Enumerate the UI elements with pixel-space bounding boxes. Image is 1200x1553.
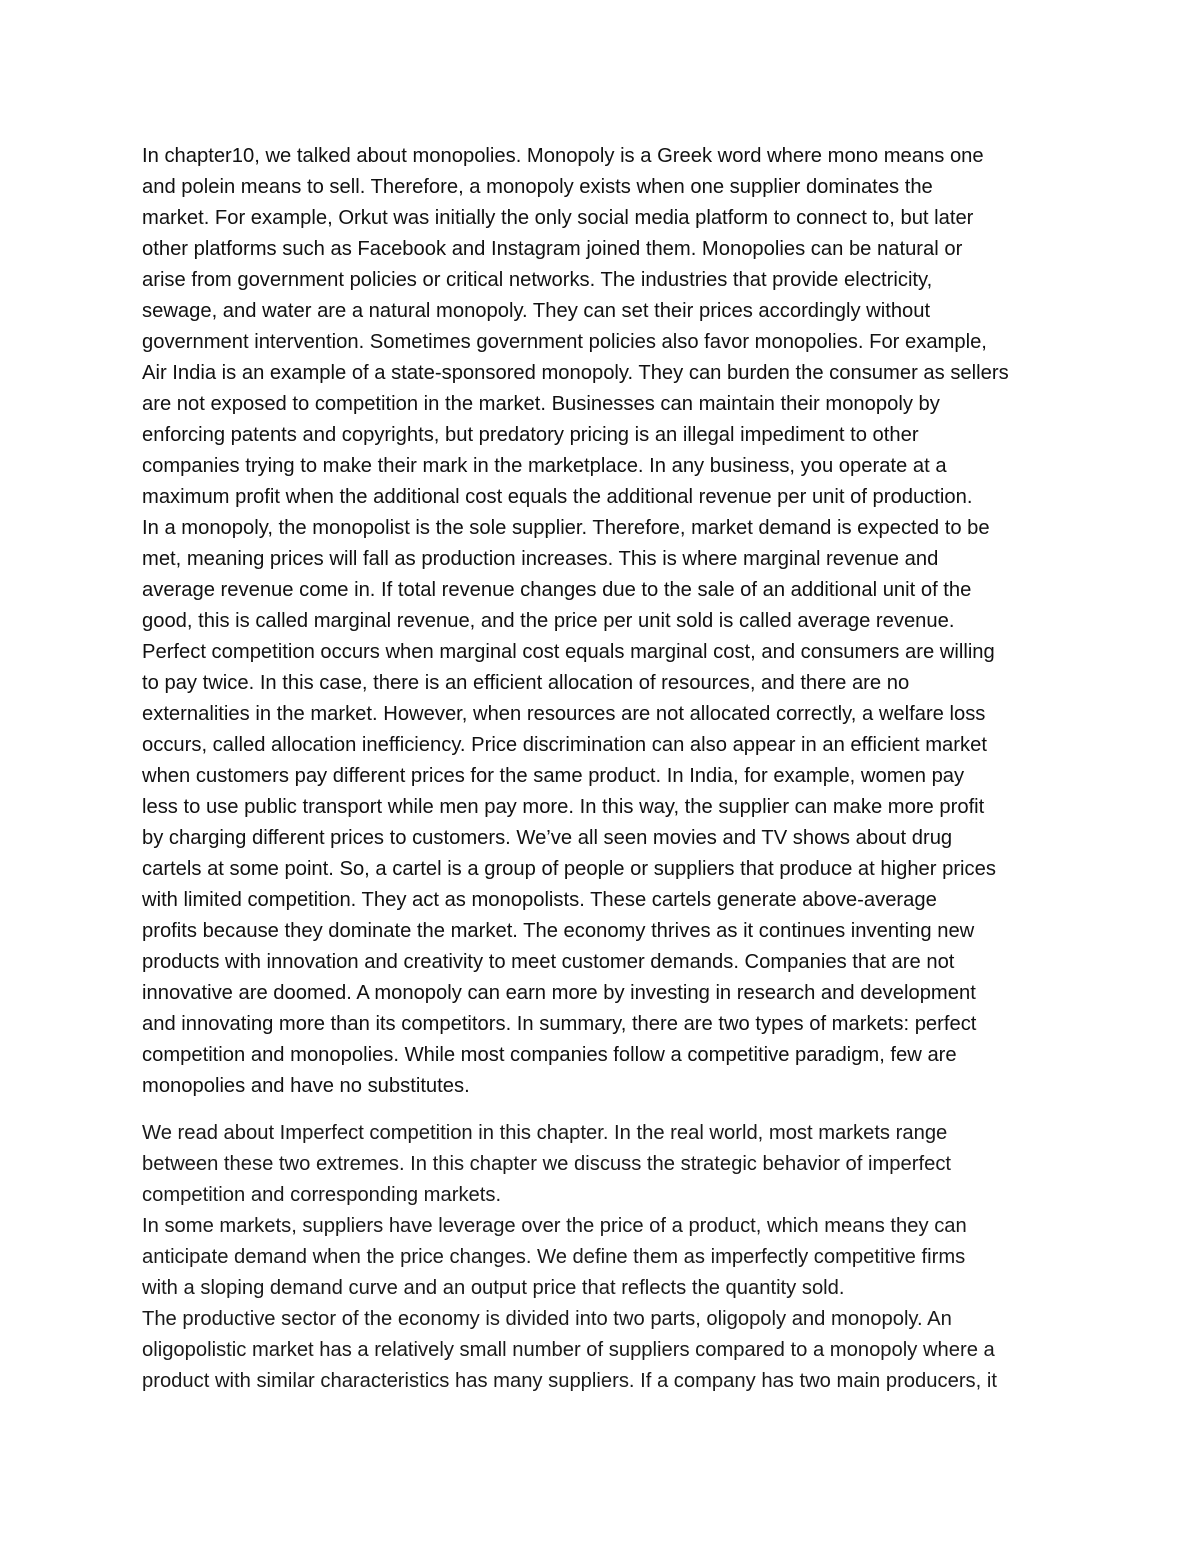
text-line: anticipate demand when the price changes. We define them as imperfectly competitive firms	[142, 1246, 966, 1268]
text-line: arise from government policies or critical networks. The industries that provide electricity,	[142, 269, 933, 291]
paragraph-imperfect-competition	[142, 1118, 1067, 1397]
text-line: by charging different prices to customers. We’ve all seen movies and TV shows about drug	[142, 827, 953, 849]
text-line: In some markets, suppliers have leverage over the price of a product, which means they can	[142, 1215, 967, 1237]
text-line: average revenue come in. If total revenue changes due to the sale of an additional unit of the	[142, 579, 972, 601]
text-line: market. For example, Orkut was initially the only social media platform to connect to, but later	[142, 207, 974, 229]
text-line: and polein means to sell. Therefore, a monopoly exists when one supplier dominates the	[142, 176, 933, 198]
text-line: innovative are doomed. A monopoly can earn more by investing in research and development	[142, 982, 976, 1004]
text-line: companies trying to make their mark in the marketplace. In any business, you operate at a	[142, 455, 947, 477]
text-line: We read about Imperfect competition in this chapter. In the real world, most markets range	[142, 1122, 948, 1144]
text-line: between these two extremes. In this chapter we discuss the strategic behavior of imperfect	[142, 1153, 952, 1175]
text-line: products with innovation and creativity to meet customer demands. Companies that are not	[142, 951, 955, 973]
text-line: when customers pay different prices for the same product. In India, for example, women pay	[142, 765, 965, 787]
text-line: other platforms such as Facebook and Instagram joined them. Monopolies can be natural or	[142, 238, 963, 260]
text-line: occurs, called allocation inefficiency. Price discrimination can also appear in an efficient market	[142, 734, 987, 756]
text-line: maximum profit when the additional cost equals the additional revenue per unit of production.	[142, 486, 973, 508]
text-line: product with similar characteristics has many suppliers. If a company has two main producers, it	[142, 1370, 997, 1392]
text-line: and innovating more than its competitors. In summary, there are two types of markets: perfect	[142, 1013, 977, 1035]
text-line: met, meaning prices will fall as production increases. This is where marginal revenue and	[142, 548, 939, 570]
paragraph-monopolies	[142, 141, 1067, 1102]
text-line: to pay twice. In this case, there is an efficient allocation of resources, and there are no	[142, 672, 910, 694]
text-line: externalities in the market. However, when resources are not allocated correctly, a welfare loss	[142, 703, 986, 725]
text-line: with limited competition. They act as monopolists. These cartels generate above-average	[142, 889, 937, 911]
text-line: cartels at some point. So, a cartel is a group of people or suppliers that produce at higher prices	[142, 858, 996, 880]
text-line: Air India is an example of a state-sponsored monopoly. They can burden the consumer as sellers	[142, 362, 1009, 384]
text-line: government intervention. Sometimes government policies also favor monopolies. For example,	[142, 331, 987, 353]
text-line: good, this is called marginal revenue, and the price per unit sold is called average revenue.	[142, 610, 955, 632]
text-line: In chapter10, we talked about monopolies. Monopoly is a Greek word where mono means one	[142, 145, 984, 167]
text-line: sewage, and water are a natural monopoly. They can set their prices accordingly without	[142, 300, 931, 322]
text-line: with a sloping demand curve and an output price that reflects the quantity sold.	[142, 1277, 845, 1299]
text-line: profits because they dominate the market. The economy thrives as it continues inventing new	[142, 920, 975, 942]
text-line: Perfect competition occurs when marginal cost equals marginal cost, and consumers are willing	[142, 641, 995, 663]
text-line: are not exposed to competition in the market. Businesses can maintain their monopoly by	[142, 393, 940, 415]
text-line: In a monopoly, the monopolist is the sole supplier. Therefore, market demand is expected to be	[142, 517, 990, 539]
text-line: less to use public transport while men pay more. In this way, the supplier can make more profit	[142, 796, 985, 818]
text-line: oligopolistic market has a relatively small number of suppliers compared to a monopoly where a	[142, 1339, 995, 1361]
text-line: The productive sector of the economy is divided into two parts, oligopoly and monopoly. An	[142, 1308, 952, 1330]
text-line: competition and monopolies. While most companies follow a competitive paradigm, few are	[142, 1044, 957, 1066]
text-line: monopolies and have no substitutes.	[142, 1075, 470, 1097]
text-line: competition and corresponding markets.	[142, 1184, 502, 1206]
text-line: enforcing patents and copyrights, but predatory pricing is an illegal impediment to other	[142, 424, 919, 446]
